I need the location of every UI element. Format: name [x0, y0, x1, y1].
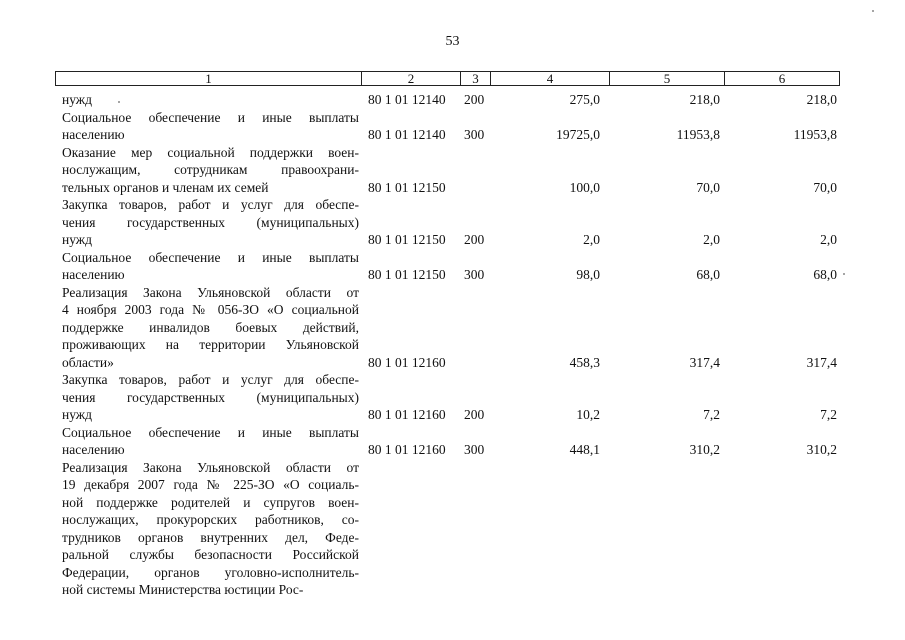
description-line: 19 декабря 2007 года № 225-ЗО «О социаль-: [62, 477, 359, 492]
row-value-col6: 317,4: [806, 354, 837, 370]
row-value-col6: 2,0: [820, 232, 837, 247]
description-line: области»: [62, 354, 114, 370]
page-number: 53: [445, 34, 460, 49]
row-value-col4: 448,1: [569, 442, 600, 457]
header-col-1: 1: [205, 71, 212, 86]
row-value-col5: 2,0: [703, 232, 720, 247]
description-line: трудников органов внутренних дел, Феде-: [62, 529, 359, 545]
description-line: проживающих на территории Ульяновской: [62, 337, 359, 352]
description-line: Социальное обеспечение и иные выплаты: [62, 109, 359, 125]
description-line: Социальное обеспечение и иные выплаты: [62, 249, 359, 265]
table-row: [0, 91, 905, 109]
row-description: [62, 144, 359, 197]
row-value-col4: 100,0: [569, 179, 600, 195]
table-row: [0, 284, 905, 372]
row-description: [62, 284, 359, 372]
description-line: ной системы Министерства юстиции Рос-: [62, 582, 304, 597]
row-value-col5: 11953,8: [676, 127, 720, 142]
row-value-col5: 310,2: [689, 442, 720, 457]
description-line: нужд: [62, 232, 92, 247]
table-row: [0, 144, 905, 197]
row-value-col6: 70,0: [813, 179, 837, 195]
row-value-col5: 7,2: [703, 407, 720, 422]
row-value-col4: 10,2: [576, 407, 600, 422]
row-code: 80 1 01 12140: [368, 127, 446, 142]
row-expense-type: 200: [464, 92, 485, 107]
description-line: ной поддержке родителей и супругов воен-: [62, 494, 359, 510]
description-line: Федерации, органов уголовно-исполнитель-: [62, 564, 359, 580]
row-description: [62, 371, 359, 424]
row-description: [62, 459, 359, 599]
row-code: 80 1 01 12160: [368, 442, 446, 457]
description-line: тельных органов и членам их семей: [62, 179, 269, 195]
row-value-col6: 218,0: [806, 92, 837, 107]
description-line: Оказание мер социальной поддержки воен-: [62, 144, 359, 160]
row-value-col6: 310,2: [806, 442, 837, 457]
table-row: [0, 109, 905, 144]
row-value-col4: 2,0: [583, 232, 600, 247]
row-expense-type: 300: [464, 127, 485, 142]
header-col-4: 4: [546, 71, 554, 86]
scan-speck: [843, 273, 845, 275]
row-code: 80 1 01 12160: [368, 407, 446, 422]
row-description: [62, 91, 359, 109]
header-col-6: 6: [778, 71, 786, 86]
row-expense-type: 200: [464, 232, 485, 247]
table-row: [0, 459, 905, 599]
row-value-col4: 458,3: [569, 354, 600, 370]
row-expense-type: 300: [464, 267, 485, 282]
description-line: Социальное обеспечение и иные выплаты: [62, 424, 359, 440]
header-col-5: 5: [663, 71, 671, 86]
row-description: [62, 249, 359, 284]
row-value-col5: 218,0: [689, 92, 720, 107]
table-row: [0, 424, 905, 459]
row-description: [62, 109, 359, 144]
row-value-col4: 98,0: [576, 267, 600, 282]
row-code: 80 1 01 12150: [368, 179, 446, 195]
row-code: 80 1 01 12160: [368, 354, 446, 370]
header-col-3: 3: [472, 71, 479, 86]
description-line: нослужащим, сотрудникам правоохрани-: [62, 162, 359, 177]
description-line: ральной службы безопасности Российской: [62, 547, 359, 562]
description-line: населению: [62, 127, 125, 142]
description-line: чения государственных (муниципальных): [62, 214, 359, 230]
description-line: нослужащих, прокурорских работников, со-: [62, 512, 359, 527]
row-expense-type: 300: [464, 442, 485, 457]
description-line: поддержке инвалидов боевых действий,: [62, 319, 359, 335]
table-header: [55, 71, 840, 86]
row-value-col5: 70,0: [696, 179, 720, 195]
description-line: Закупка товаров, работ и услуг для обеспе-: [62, 197, 359, 212]
row-value-col5: 317,4: [689, 354, 720, 370]
row-value-col6: 68,0: [813, 267, 837, 282]
description-line: нужд: [62, 92, 92, 107]
row-description: [62, 424, 359, 459]
table-row: [0, 196, 905, 249]
row-expense-type: 200: [464, 407, 485, 422]
row-description: [62, 196, 359, 249]
description-line: чения государственных (муниципальных): [62, 389, 359, 405]
description-line: Реализация Закона Ульяновской области от: [62, 459, 359, 475]
table-row: [0, 249, 905, 284]
description-line: Реализация Закона Ульяновской области от: [62, 284, 359, 300]
row-code: 80 1 01 12150: [368, 267, 446, 282]
description-line: населению: [62, 442, 125, 457]
description-line: Закупка товаров, работ и услуг для обеспе-: [62, 372, 359, 387]
row-code: 80 1 01 12150: [368, 232, 446, 247]
row-value-col4: 19725,0: [556, 127, 600, 142]
header-col-2: 2: [407, 71, 415, 86]
row-value-col6: 7,2: [820, 407, 837, 422]
row-code: 80 1 01 12140: [368, 92, 446, 107]
table-row: [0, 371, 905, 424]
scan-speck: [118, 101, 120, 103]
description-line: населению: [62, 267, 125, 282]
row-value-col6: 11953,8: [793, 127, 837, 142]
row-value-col4: 275,0: [569, 92, 600, 107]
description-line: 4 ноября 2003 года № 056-ЗО «О социальной: [62, 302, 359, 317]
row-value-col5: 68,0: [696, 267, 720, 282]
description-line: нужд: [62, 407, 92, 422]
scan-speck: [872, 10, 874, 12]
